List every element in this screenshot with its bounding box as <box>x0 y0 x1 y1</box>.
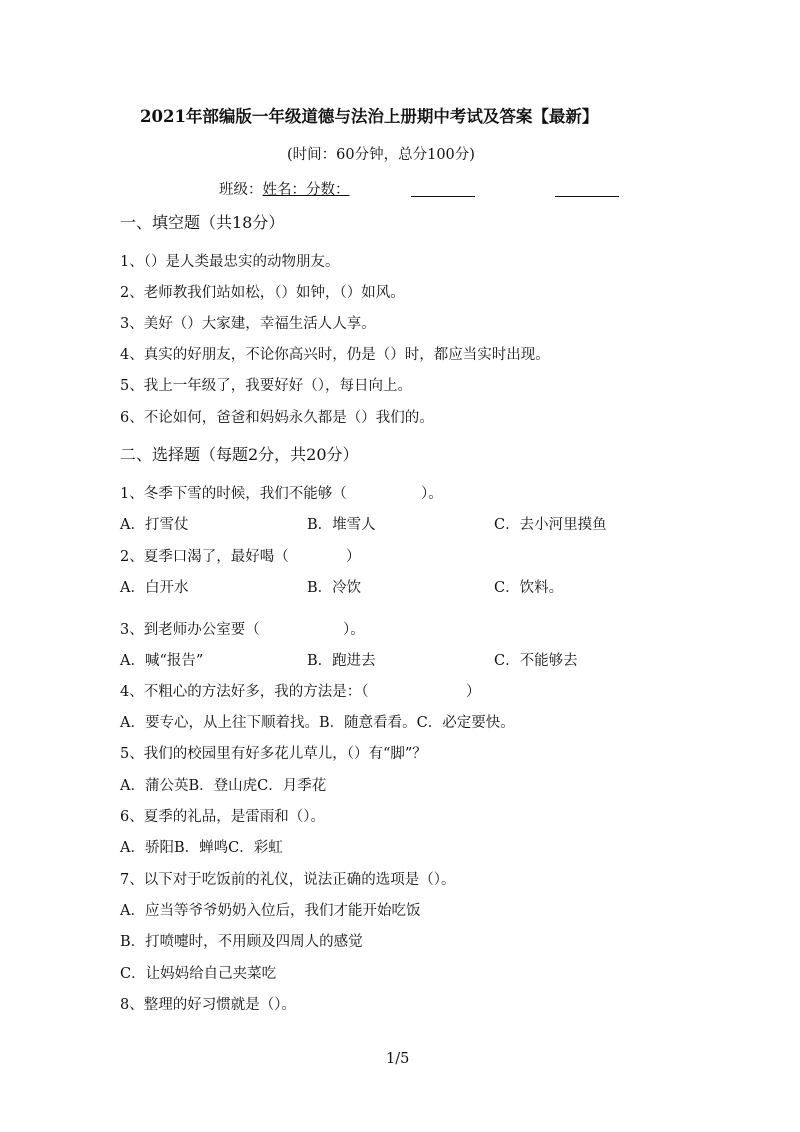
q2-option-b: B．冷饮 <box>307 580 362 596</box>
choice-question-6-stem: 6、夏季的礼品，是雷雨和（）。 <box>120 809 325 825</box>
fill-question-1: 1、（）是人类最忠实的动物朋友。 <box>120 254 340 270</box>
fill-question-6: 6、不论如何，爸爸和妈妈永久都是（）我们的。 <box>120 410 434 426</box>
fill-question-3: 3、美好（）大家建，幸福生活人人享。 <box>120 316 376 332</box>
q1-option-b: B．堆雪人 <box>307 517 376 533</box>
choice-question-1-stem: 1、冬季下雪的时候，我们不能够（ <box>120 486 347 502</box>
q3-option-b: B．跑进去 <box>307 653 376 669</box>
q4-options: A．要专心，从上往下顺着找。B．随意看看。C．必定要快。 <box>120 715 515 731</box>
choice-question-3-stem-end: ）。 <box>343 622 365 638</box>
score-blank-line <box>555 196 619 197</box>
name-blank-line <box>411 196 475 197</box>
q5-options: A．蒲公英B．登山虎C．月季花 <box>120 778 327 794</box>
page-title: 2021年部编版一年级道德与法治上册期中考试及答案【最新】 <box>140 107 599 126</box>
q3-option-c: C．不能够去 <box>494 653 578 669</box>
q6-options: A．骄阳B．蝉鸣C．彩虹 <box>120 840 283 856</box>
choice-question-7-stem: 7、以下对于吃饭前的礼仪，说法正确的选项是（）。 <box>120 872 456 888</box>
choice-question-2-stem-end: ） <box>346 549 361 565</box>
q2-option-a: A．白开水 <box>120 580 189 596</box>
choice-question-5-stem: 5、我们的校园里有好多花儿草儿，（）有“脚”？ <box>120 746 427 762</box>
fill-question-4: 4、真实的好朋友，不论你高兴时，仍是（）时，都应当实时出现。 <box>120 347 550 363</box>
q7-option-c: C．让妈妈给自己夹菜吃 <box>120 966 277 982</box>
choice-question-4-stem: 4、不粗心的方法好多，我的方法是：（ <box>120 684 369 700</box>
q1-option-c: C．去小河里摸鱼 <box>494 517 607 533</box>
section1-heading: 一、填空题（共18分） <box>120 213 285 232</box>
q3-option-a: A．喊“报告” <box>120 653 204 669</box>
choice-question-4-stem-end: ） <box>466 684 481 700</box>
q7-option-a: A．应当等爷爷奶奶入位后，我们才能开始吃饭 <box>120 903 421 919</box>
choice-question-3-stem: 3、到老师办公室要（ <box>120 622 260 638</box>
section2-heading: 二、选择题（每题2分，共20分） <box>120 445 359 464</box>
fill-question-5: 5、我上一年级了，我要好好（），每日向上。 <box>120 378 412 394</box>
score-label: 分数： <box>306 182 350 198</box>
name-label: 姓名： <box>262 182 306 198</box>
choice-question-8-stem: 8、整理的好习惯就是（）。 <box>120 997 296 1013</box>
choice-question-2-stem: 2、夏季口渴了，最好喝（ <box>120 549 289 565</box>
q7-option-b: B．打喷嚏时，不用顾及四周人的感觉 <box>120 934 363 950</box>
q2-option-c: C．饮料。 <box>494 580 564 596</box>
student-info-fields <box>219 181 350 199</box>
page-number: 1/5 <box>386 1051 410 1067</box>
page-subtitle: (时间：60分钟，总分100分) <box>287 147 475 163</box>
choice-question-1-stem-end: ）。 <box>421 486 443 502</box>
fill-question-2: 2、老师教我们站如松，（）如钟，（）如风。 <box>120 285 405 301</box>
class-label: 班级： <box>219 182 263 198</box>
q1-option-a: A．打雪仗 <box>120 517 189 533</box>
